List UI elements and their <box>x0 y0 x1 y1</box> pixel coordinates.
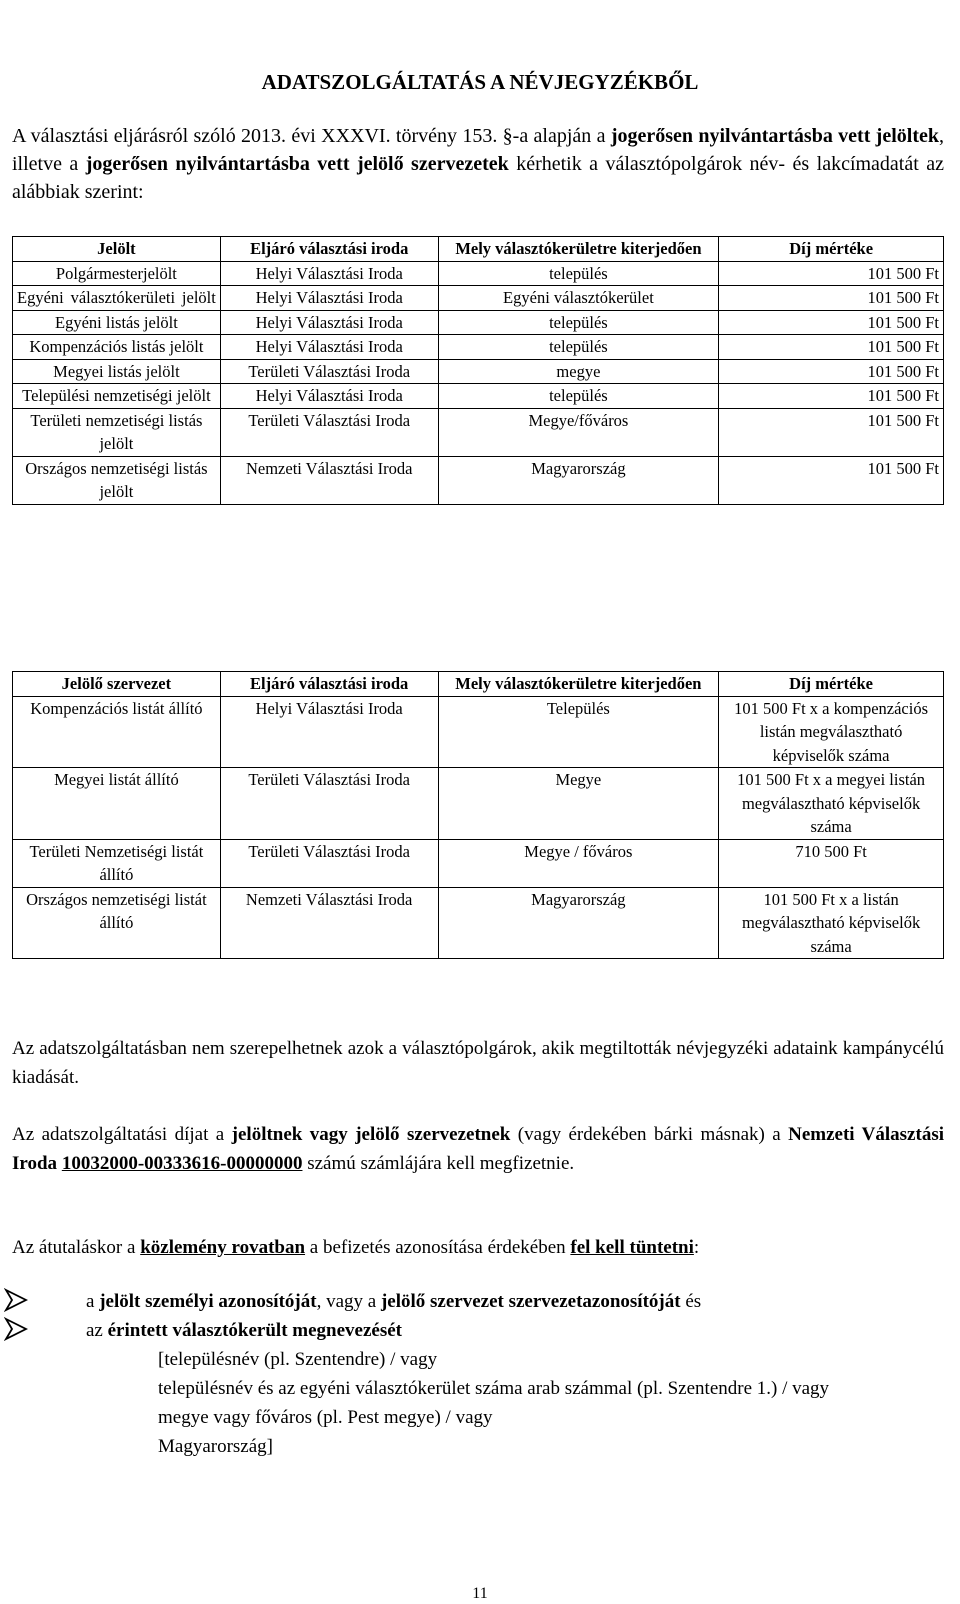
table-cell: Nemzeti Választási Iroda <box>220 456 438 504</box>
table-cell: 101 500 Ft x a listán megválasztható képviselők száma <box>719 887 944 959</box>
table-cell: Területi Választási Iroda <box>220 839 438 887</box>
table-cell: Területi nemzetiségi listás jelölt <box>13 408 221 456</box>
payment-paragraph <box>12 1120 944 1178</box>
table-cell: Magyarország <box>438 456 719 504</box>
table-row <box>13 384 944 409</box>
arrow-bullet-icon <box>4 1288 28 1312</box>
table-cell: Területi Választási Iroda <box>220 408 438 456</box>
header-cell: Eljáró választási iroda <box>220 672 438 697</box>
table-cell: Területi Nemzetiségi listát állító <box>13 839 221 887</box>
table-cell: Helyi Választási Iroda <box>220 335 438 360</box>
table-cell: Magyarország <box>438 887 719 959</box>
payment-text-4: számú számlájára kell megfizetnie. <box>302 1153 575 1174</box>
table-cell: 710 500 Ft <box>719 839 944 887</box>
payment-text-2: (vagy érdekében bárki másnak) a <box>510 1124 789 1145</box>
table-cell: Helyi Választási Iroda <box>220 261 438 286</box>
table-cell: Megyei listás jelölt <box>13 359 221 384</box>
table-cell: megye <box>438 359 719 384</box>
table-row <box>13 359 944 384</box>
format-line: megye vagy főváros (pl. Pest megye) / vagy <box>158 1407 493 1428</box>
table-cell: Területi Választási Iroda <box>220 359 438 384</box>
arrow-bullet-icon <box>4 1317 28 1341</box>
table-cell: 101 500 Ft <box>719 408 944 456</box>
table-row <box>13 286 944 311</box>
table-cell: 101 500 Ft <box>719 384 944 409</box>
underlined-term: közlemény rovatban <box>140 1237 306 1258</box>
table-cell: 101 500 Ft <box>719 335 944 360</box>
table-cell: Kompenzációs listát állító <box>13 696 221 768</box>
table-cell: Országos nemzetiségi listát állító <box>13 887 221 959</box>
table-cell: Polgármesterjelölt <box>13 261 221 286</box>
table-cell: Kompenzációs listás jelölt <box>13 335 221 360</box>
format-line: [településnév (pl. Szentendre) / vagy <box>158 1349 438 1370</box>
intro-bold-2: jogerősen nyilvántartásba vett jelölő szervezetek <box>85 153 509 175</box>
header-cell: Mely választókerületre kiterjedően <box>438 672 719 697</box>
header-cell: Jelölt <box>13 237 221 262</box>
table-row <box>13 696 944 768</box>
table-cell: Helyi Választási Iroda <box>220 384 438 409</box>
table-cell: Egyéni választókerület <box>438 286 719 311</box>
intro-text-3: kérhetik a választópolgárok név- és lakcímadatát az alábbiak szerint: <box>12 153 944 203</box>
underlined-term: fel kell tüntetni <box>570 1237 694 1258</box>
table-cell: Nemzeti Választási Iroda <box>220 887 438 959</box>
page-number: 11 <box>472 1585 488 1602</box>
header-cell: Jelölő szervezet <box>13 672 221 697</box>
table-row <box>13 408 944 456</box>
document-title: ADATSZOLGÁLTATÁS A NÉVJEGYZÉKBŐL <box>261 70 699 94</box>
payment-bold-2: Nemzeti Választási Iroda <box>12 1124 944 1174</box>
table-cell: Megye <box>438 768 719 840</box>
table-cell: Megye/főváros <box>438 408 719 456</box>
table-cell: Helyi Választási Iroda <box>220 286 438 311</box>
transfer-paragraph: Az átutaláskor a közlemény rovatban a befizetés azonosítása érdekében fel kell tüntetni: <box>12 1237 700 1258</box>
table-row <box>13 335 944 360</box>
table-cell: Település <box>438 696 719 768</box>
account-number: 10032000-00333616-00000000 <box>61 1153 303 1174</box>
header-cell: Díj mértéke <box>719 237 944 262</box>
table-cell: Megyei listát állító <box>13 768 221 840</box>
table-cell: 101 500 Ft <box>719 359 944 384</box>
table-cell: település <box>438 384 719 409</box>
table-cell: 101 500 Ft <box>719 261 944 286</box>
header-cell: Eljáró választási iroda <box>220 237 438 262</box>
intro-paragraph <box>12 122 944 206</box>
table-cell: Helyi Választási Iroda <box>220 310 438 335</box>
intro-text-1: A választási eljárásról szóló 2013. évi XXXVI. törvény 153. §-a alapján a <box>12 125 611 147</box>
intro-bold-1: jogerősen nyilvántartásba vett jelöltek <box>610 125 939 147</box>
payment-bold-1: jelöltnek vagy jelölő szervezetnek <box>231 1124 511 1145</box>
table-cell: Egyéni listás jelölt <box>13 310 221 335</box>
table-row <box>13 768 944 840</box>
table-cell: település <box>438 310 719 335</box>
table-row <box>13 310 944 335</box>
format-line: településnév és az egyéni választókerület száma arab számmal (pl. Szentendre 1.) / vagy <box>158 1378 830 1399</box>
organization-fee-table <box>12 671 944 959</box>
table-row <box>13 456 944 504</box>
list-item: a jelölt személyi azonosítóját, vagy a jelölő szervezet szervezetazonosítóját és <box>86 1287 946 1316</box>
table-cell: Megye / főváros <box>438 839 719 887</box>
table-row <box>13 887 944 959</box>
table-cell: 101 500 Ft x a megyei listán megválasztható képviselők száma <box>719 768 944 840</box>
payment-text-1: Az adatszolgáltatási díjat a <box>12 1124 232 1145</box>
table-header-row <box>13 672 944 697</box>
table-cell: település <box>438 335 719 360</box>
table-cell: Területi Választási Iroda <box>220 768 438 840</box>
table-row <box>13 839 944 887</box>
table-cell: Helyi Választási Iroda <box>220 696 438 768</box>
table-cell: 101 500 Ft <box>719 456 944 504</box>
format-line: Magyarország] <box>158 1436 274 1457</box>
candidate-fee-table <box>12 236 944 505</box>
bullet-list <box>86 1287 946 1345</box>
table-cell: 101 500 Ft <box>719 310 944 335</box>
header-cell: Díj mértéke <box>719 672 944 697</box>
intro-text-2: , illetve a <box>12 125 944 175</box>
table-cell: Egyéni választókerületi jelölt <box>13 286 221 311</box>
list-item: az érintett választókerült megnevezését <box>86 1316 946 1345</box>
table-cell: 101 500 Ft x a kompenzációs listán megválasztható képviselők száma <box>719 696 944 768</box>
exclusion-paragraph: Az adatszolgáltatásban nem szerepelhetnek azok a választópolgárok, akik megtiltották névjegyzéki adataink kampánycélú kiadását. <box>12 1038 944 1088</box>
table-header-row <box>13 237 944 262</box>
district-format-lines <box>158 1345 938 1461</box>
table-cell: Országos nemzetiségi listás jelölt <box>13 456 221 504</box>
header-cell: Mely választókerületre kiterjedően <box>438 237 719 262</box>
table-row <box>13 261 944 286</box>
table-cell: 101 500 Ft <box>719 286 944 311</box>
table-cell: Települési nemzetiségi jelölt <box>13 384 221 409</box>
table-cell: település <box>438 261 719 286</box>
